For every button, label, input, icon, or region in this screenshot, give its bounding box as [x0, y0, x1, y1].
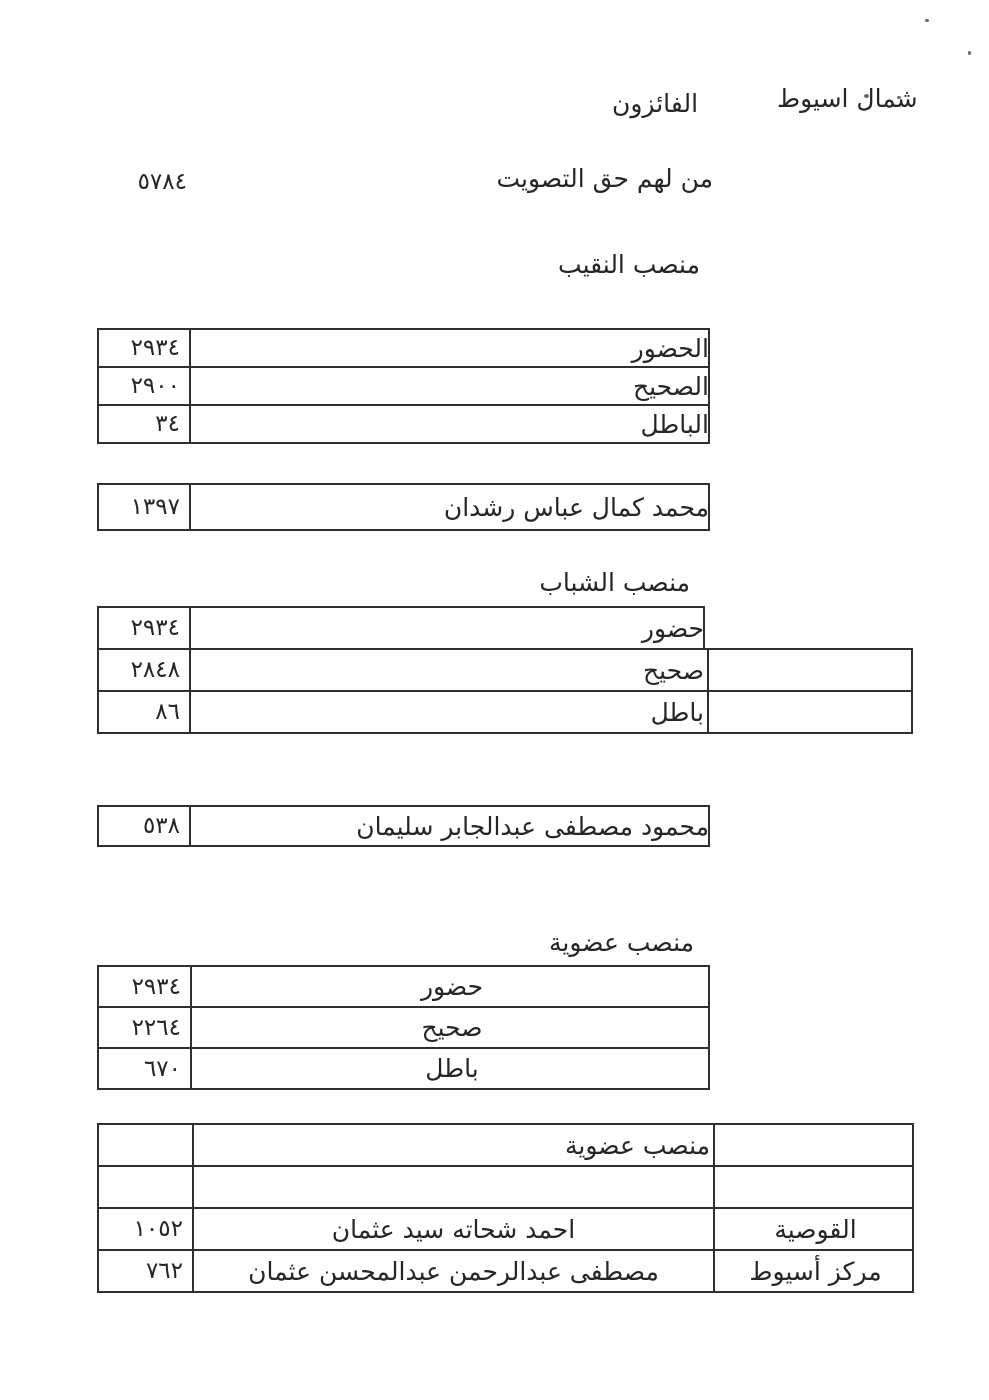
table-row [97, 648, 913, 692]
stat-label: باطل [190, 1049, 712, 1088]
winner-votes: ١٣٩٧ [130, 494, 180, 520]
stat-value: ٦٧٠ [143, 1055, 181, 1082]
stat-value: ٢٩٣٤ [130, 335, 180, 361]
region-cell: القوصية [713, 1209, 916, 1249]
table-row [97, 965, 710, 1008]
winners-title: الفائزون [612, 89, 699, 118]
empty-cell [713, 1125, 916, 1165]
stat-value: ٢٩٣٤ [131, 973, 181, 1000]
table-row [97, 1207, 914, 1251]
stat-label: حضور [189, 608, 707, 648]
naqib-stats-table [97, 328, 710, 444]
winner-row [97, 483, 710, 531]
empty-cell [707, 650, 915, 690]
membership-results-table [97, 1123, 914, 1293]
naqib-winner-row [97, 483, 710, 531]
empty-cell [99, 1167, 192, 1207]
empty-cell [713, 1167, 916, 1207]
stat-value: ٢٩٣٤ [130, 615, 180, 641]
shabab-stats-table [97, 606, 913, 734]
stat-label: الباطل [189, 406, 712, 442]
table-row [97, 1123, 914, 1167]
membership-table-title: منصب عضوية [192, 1125, 713, 1165]
table-row [97, 606, 705, 650]
section-heading-shabab: منصب الشباب [539, 568, 690, 597]
winner-row [97, 805, 710, 847]
stat-value: ٢٢٦٤ [131, 1014, 181, 1041]
shabab-winner-row [97, 805, 710, 847]
votes-cell: ١٠٥٢ [133, 1216, 183, 1242]
region-cell: مركز أسيوط [713, 1251, 916, 1291]
stat-value: ٢٨٤٨ [130, 657, 180, 683]
stat-label: صحيح [189, 650, 707, 690]
membership-stats-table [97, 965, 710, 1090]
table-row [97, 1165, 914, 1209]
region-title: شمال اسيوط [777, 84, 918, 113]
eligible-voters-label: من لهم حق التصويت [496, 164, 713, 193]
stat-label: الحضور [189, 330, 712, 366]
table-row [97, 1006, 710, 1049]
table-row [97, 404, 710, 444]
empty-cell [707, 692, 915, 732]
empty-cell [192, 1167, 713, 1207]
scan-speck [925, 19, 929, 22]
section-heading-naqib: منصب النقيب [558, 250, 700, 279]
stat-label: الصحيح [189, 368, 712, 404]
scan-speck [968, 51, 971, 55]
stat-label: صحيح [190, 1008, 712, 1047]
stat-label: باطل [189, 692, 707, 732]
votes-cell: ٧٦٢ [145, 1258, 183, 1284]
stat-value: ٣٤ [155, 411, 180, 437]
stat-value: ٨٦ [155, 699, 180, 725]
winner-name: محمد كمال عباس رشدان [189, 485, 712, 529]
empty-cell [99, 1125, 192, 1165]
table-row [97, 366, 710, 406]
table-row [97, 1249, 914, 1293]
table-row [97, 328, 710, 368]
candidate-name: احمد شحاته سيد عثمان [192, 1209, 713, 1249]
winner-name: محمود مصطفى عبدالجابر سليمان [189, 807, 712, 845]
stat-value: ٢٩٠٠ [130, 373, 180, 399]
section-heading-membership: منصب عضوية [549, 928, 694, 957]
table-row [97, 690, 913, 734]
eligible-voters-count: ٥٧٨٤ [137, 169, 187, 195]
winner-votes: ٥٣٨ [142, 813, 180, 839]
stat-label: حضور [190, 967, 712, 1006]
candidate-name: مصطفى عبدالرحمن عبدالمحسن عثمان [192, 1251, 713, 1291]
table-row [97, 1047, 710, 1090]
